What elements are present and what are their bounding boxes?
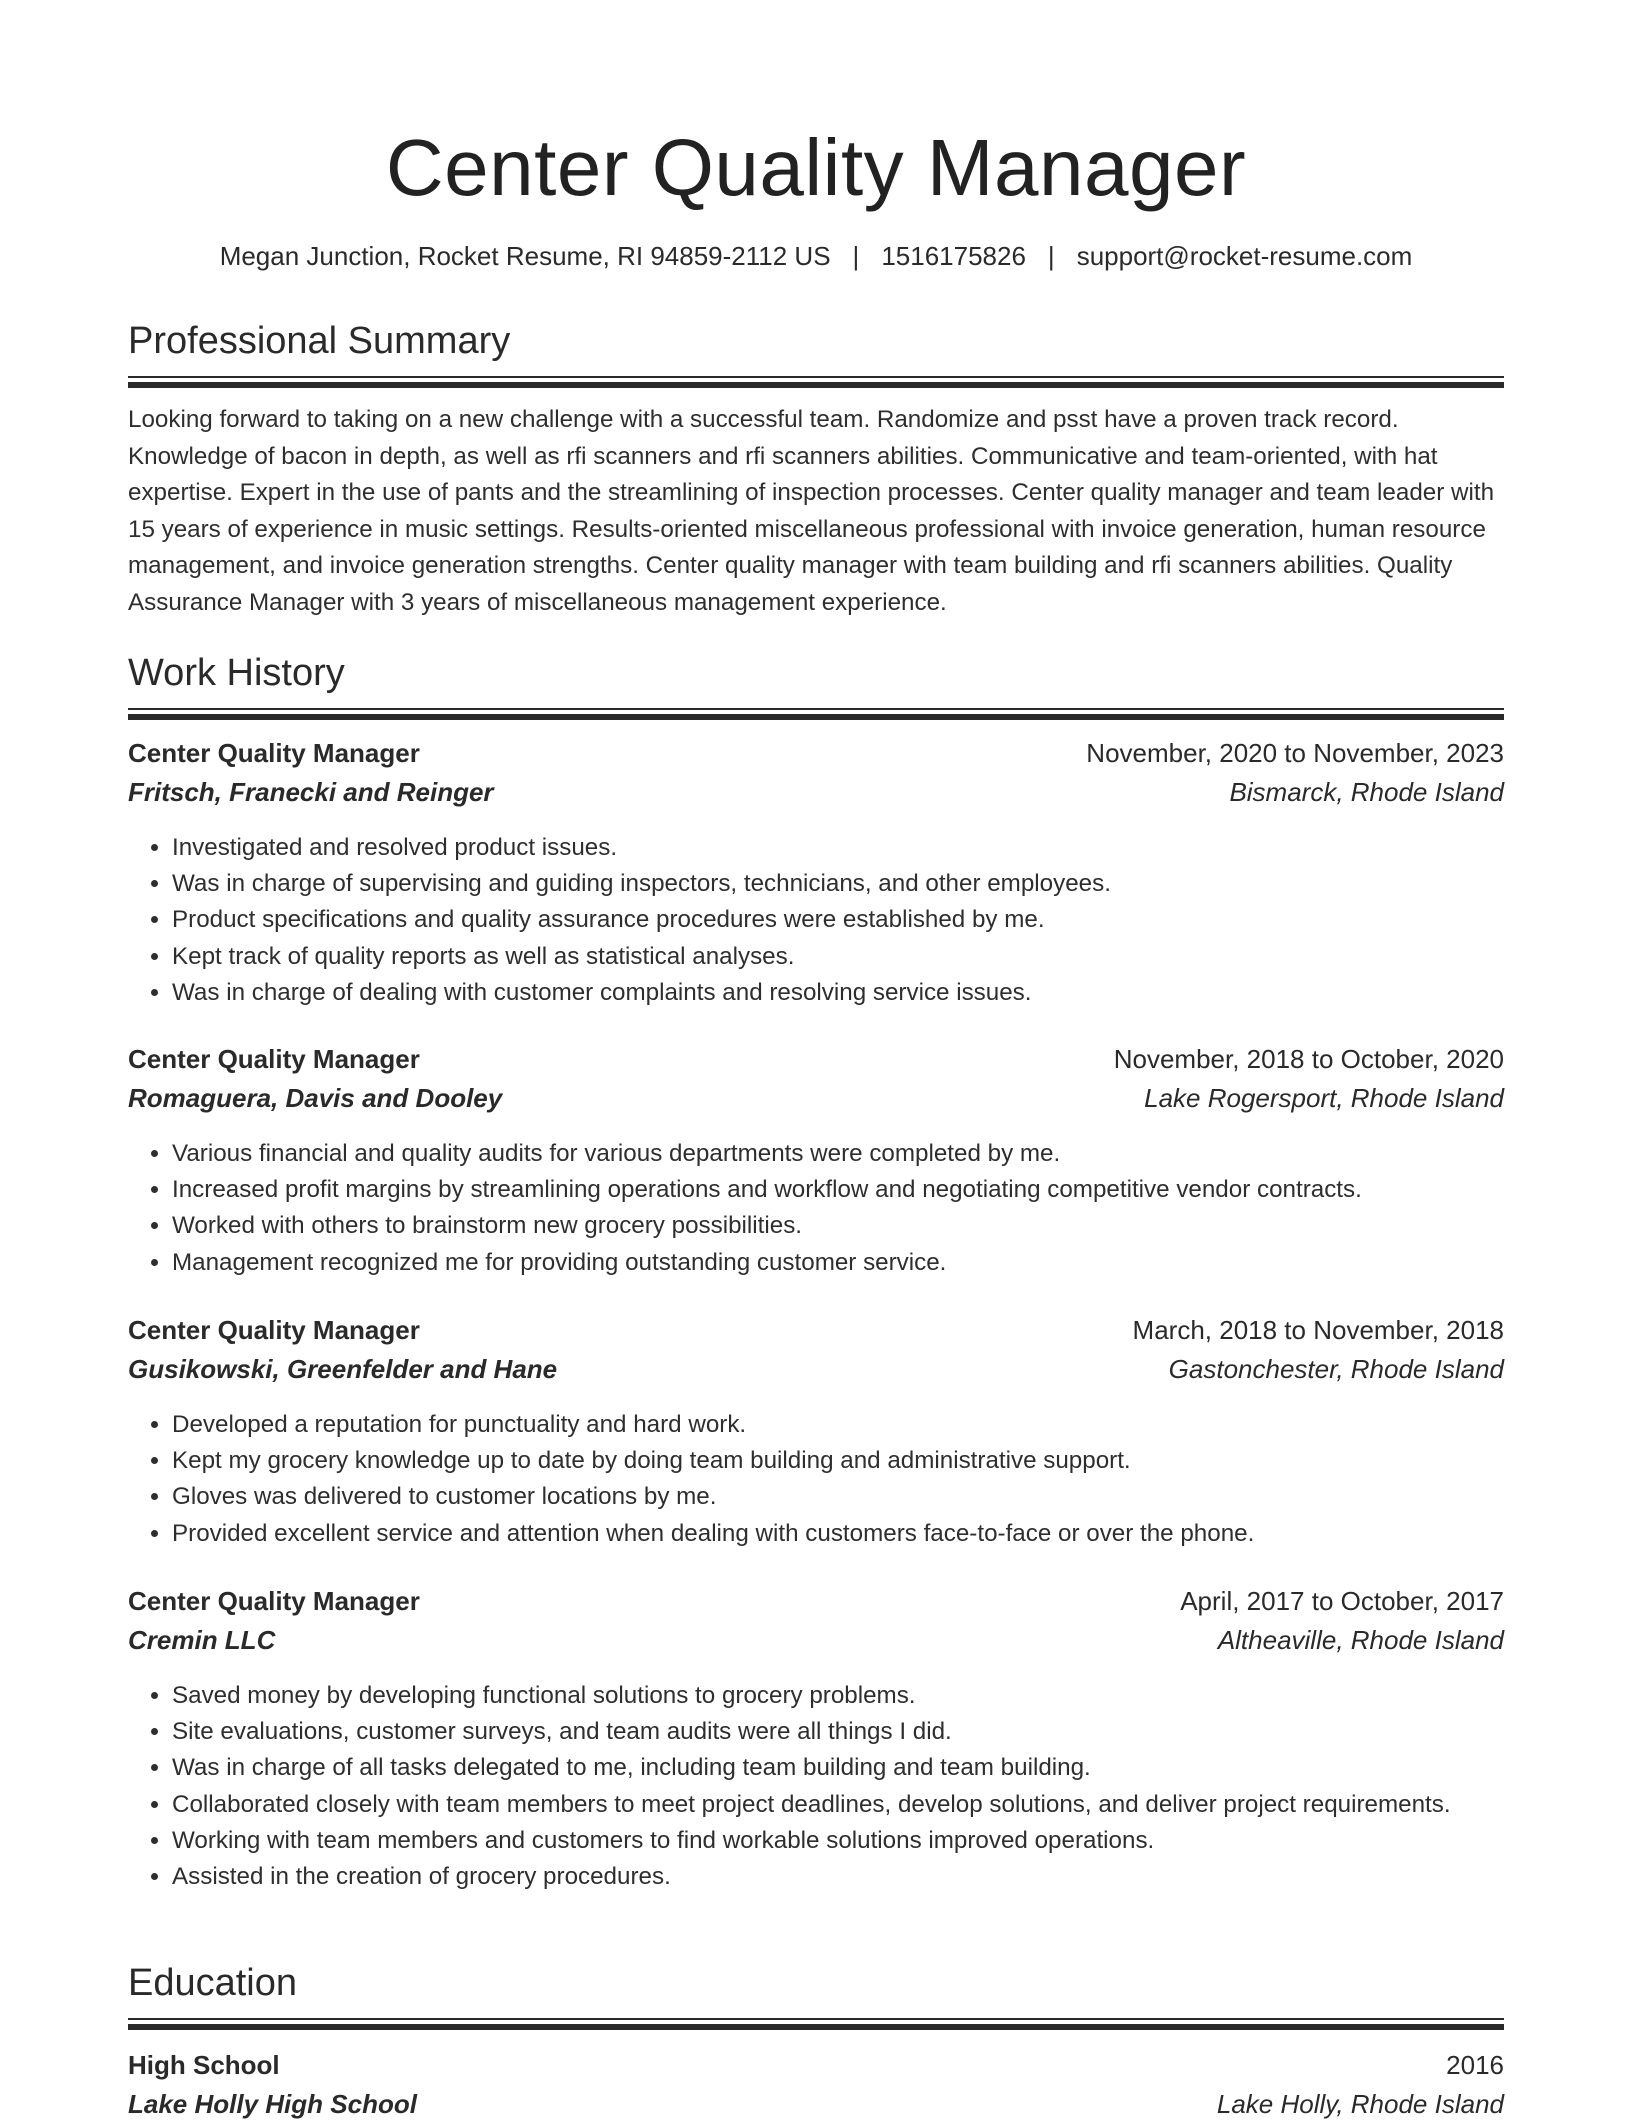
job-bullet: • Gloves was delivered to customer locations by me.: [172, 1479, 1504, 1515]
job-dates: November, 2018 to October, 2020: [1113, 1044, 1504, 1074]
job-entry: [128, 1044, 1504, 1281]
summary-section: [128, 316, 1504, 621]
job-header-row: [128, 1586, 1504, 1625]
job-title: Center Quality Manager: [128, 1586, 420, 1616]
job-company-row: [128, 1625, 1504, 1664]
job-title: Center Quality Manager: [128, 738, 420, 768]
summary-text: Looking forward to taking on a new challenge with a successful team. Randomize and psst have a proven track record. Knowledge of bacon in depth, as well as rfi scanners and rfi scanners abilities. Communicative and team-oriented, with hat expertise. Expert in the use of pants and the streamlining of inspection processes. Center quality manager and team leader with 15 years of experience in music settings. Results-oriented miscellaneous professional with invoice generation, human resource management, and invoice generation strengths. Center quality manager with team building and rfi scanners abilities. Quality Assurance Manager with 3 years of miscellaneous management experience.: [128, 406, 1495, 616]
contact-phone: 1516175826: [881, 241, 1026, 271]
section-divider: [128, 376, 1504, 378]
section-divider: [128, 2018, 1504, 2020]
job-bullet: • Was in charge of all tasks delegated to me, including team building and team building.: [172, 1750, 1504, 1786]
job-entry: [128, 1586, 1504, 1895]
job-header-row: [128, 1315, 1504, 1354]
job-location: Altheaville, Rhode Island: [1217, 1625, 1504, 1655]
education-heading: Education: [128, 1962, 298, 2004]
job-dates: November, 2020 to November, 2023: [1086, 738, 1504, 768]
education-degree: High School: [128, 2050, 280, 2080]
education-year: 2016: [1446, 2050, 1504, 2080]
summary-heading: Professional Summary: [128, 320, 511, 362]
job-bullet-list: [128, 1678, 1504, 1895]
contact-address: Megan Junction, Rocket Resume, RI 94859-2112 US: [219, 241, 831, 271]
job-title: Center Quality Manager: [128, 1315, 420, 1345]
work-history-section: [128, 648, 1504, 720]
job-entry: [128, 1315, 1504, 1552]
section-divider-thick: [128, 714, 1504, 720]
work-history-heading: Work History: [128, 652, 345, 694]
job-bullet: • Kept track of quality reports as well as statistical analyses.: [172, 939, 1504, 975]
job-company-row: [128, 1354, 1504, 1393]
job-header-row: [128, 1044, 1504, 1083]
job-bullet: • Provided excellent service and attention when dealing with customers face-to-face or over the phone.: [172, 1516, 1504, 1552]
job-bullet: • Product specifications and quality assurance procedures were established by me.: [172, 902, 1504, 938]
contact-line: [128, 238, 1504, 274]
job-bullet-list: [128, 830, 1504, 1011]
job-title: Center Quality Manager: [128, 1044, 420, 1074]
section-divider-thick: [128, 382, 1504, 388]
job-bullet: • Collaborated closely with team members to meet project deadlines, develop solutions, and deliver project requirements.: [172, 1787, 1504, 1823]
job-company: Cremin LLC: [128, 1625, 276, 1655]
job-location: Bismarck, Rhode Island: [1229, 777, 1504, 807]
job-company: Fritsch, Franecki and Reinger: [128, 777, 494, 807]
section-divider: [128, 708, 1504, 710]
contact-separator: |: [852, 241, 860, 271]
resume-title: Center Quality Manager: [385, 123, 1247, 212]
job-bullet: • Increased profit margins by streamlining operations and workflow and negotiating competitive vendor contracts.: [172, 1172, 1504, 1208]
contact-email: support@rocket-resume.com: [1076, 241, 1413, 271]
job-bullet: • Working with team members and customers to find workable solutions improved operations.: [172, 1823, 1504, 1859]
job-location: Gastonchester, Rhode Island: [1168, 1354, 1504, 1384]
job-bullet: • Site evaluations, customer surveys, and team audits were all things I did.: [172, 1714, 1504, 1750]
job-bullet: • Assisted in the creation of grocery procedures.: [172, 1859, 1504, 1895]
job-entry: [128, 738, 1504, 1011]
job-location: Lake Rogersport, Rhode Island: [1144, 1083, 1504, 1113]
job-bullet: • Management recognized me for providing outstanding customer service.: [172, 1245, 1504, 1281]
education-entry: [128, 2050, 1504, 2128]
job-bullet: • Various financial and quality audits for various departments were completed by me.: [172, 1136, 1504, 1172]
education-school: Lake Holly High School: [128, 2089, 417, 2119]
job-bullet: • Investigated and resolved product issues.: [172, 830, 1504, 866]
education-school-row: [128, 2089, 1504, 2128]
contact-separator: |: [1047, 241, 1055, 271]
job-bullet: • Was in charge of supervising and guiding inspectors, technicians, and other employees.: [172, 866, 1504, 902]
job-bullet-list: [128, 1407, 1504, 1552]
section-divider-thick: [128, 2024, 1504, 2030]
education-location: Lake Holly, Rhode Island: [1216, 2089, 1504, 2119]
job-bullet-list: [128, 1136, 1504, 1281]
job-company-row: [128, 777, 1504, 816]
job-bullet: • Kept my grocery knowledge up to date by doing team building and administrative support.: [172, 1443, 1504, 1479]
job-bullet: • Saved money by developing functional solutions to grocery problems.: [172, 1678, 1504, 1714]
education-section: [128, 1958, 1504, 2030]
job-company-row: [128, 1083, 1504, 1122]
job-company: Gusikowski, Greenfelder and Hane: [128, 1354, 558, 1384]
job-company: Romaguera, Davis and Dooley: [128, 1083, 503, 1113]
education-header-row: [128, 2050, 1504, 2089]
job-dates: April, 2017 to October, 2017: [1180, 1586, 1504, 1616]
job-header-row: [128, 738, 1504, 777]
job-bullet: • Worked with others to brainstorm new grocery possibilities.: [172, 1208, 1504, 1244]
job-bullet: • Was in charge of dealing with customer complaints and resolving service issues.: [172, 975, 1504, 1011]
job-dates: March, 2018 to November, 2018: [1132, 1315, 1504, 1345]
job-bullet: • Developed a reputation for punctuality and hard work.: [172, 1407, 1504, 1443]
